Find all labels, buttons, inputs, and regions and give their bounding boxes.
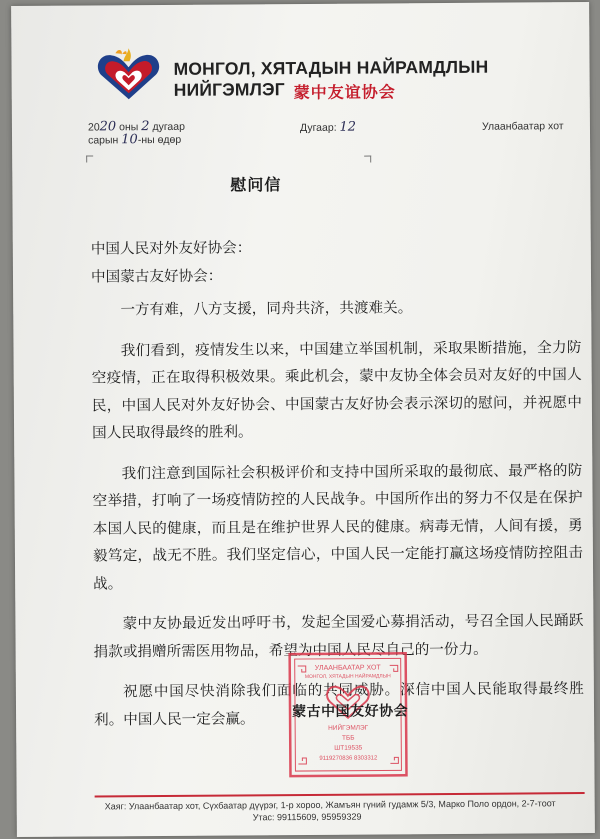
paragraph-4: 祝愿中国尽快消除我们面临的共同威胁。深信中国人民能取得最终胜利。中国人民一定会赢。: [94, 680, 584, 728]
signer-name: 蒙古中国友好协会: [291, 703, 409, 721]
stamp-top-text: УЛААНБААТАР ХОТ: [314, 664, 381, 672]
opening-line: 一方有难，八方支援，同舟共济，共渡难关。: [120, 299, 413, 319]
document-number: Дугаар: 12: [299, 119, 357, 135]
footer-divider: [95, 792, 585, 797]
addressee-2: 中国蒙古友好协会：: [90, 267, 223, 285]
footer: [105, 798, 585, 823]
corner-mark-left: [86, 155, 93, 162]
stamp-line-3: ТББ: [341, 734, 355, 742]
stamp-line-2: НИЙГЭМЛЭГ: [328, 724, 369, 732]
org-name-chinese: 蒙中友谊协会: [293, 82, 396, 103]
addressee-1: 中国人民对外友好协会：: [90, 239, 252, 258]
org-name-mongolian: МОНГОЛ, ХЯТАДЫН НАЙРАМДЛЫН НИЙГЭМЛЭГ: [173, 56, 489, 100]
handwritten-month: 2: [141, 119, 150, 135]
handwritten-year: 20: [99, 119, 117, 135]
letter-page: [11, 2, 595, 837]
paragraph-3: 蒙中友协最近发出呼吁书，发起全国爱心募捐活动，号召全国人民踊跃捐款或捐赠所需医用物品，希望为中国人民尽自己的一份力。: [93, 612, 584, 660]
date-line-2: сарын 10-ны өдөр: [88, 132, 182, 148]
paragraph-1: 我们看到，疫情发生以来，中国建立举国机制，采取果断措施，全力防空疫情，正在取得积极效果。乘此机会，蒙中友协全体会员对友好的中国人民，中国人民对外友好协会、中国蒙古友好协会表示深切的慰问，并祝愿中国人民取得最终的胜利。: [91, 338, 582, 442]
paragraph-2: 我们注意到国际社会积极评价和支持中国所采取的最彻底、最严格的防空举措，打响了一场疫情防控的人民战争。中国所作出的努力不仅是在保护本国人民的健康，而且是在维护世界人民的健康。病毒无情，人间有援，勇毅笃定，战无不胜。我们坚定信心，中国人民一定能打赢这场疫情防控阻击战。: [92, 461, 583, 592]
footer-address: Хаяг: Улаанбаатар хот, Сүхбаатар дүүрэг, 1-р хороо, Жамъян гүний гудамж 5/3, Марко Поло ордон, 2-7-тоот: [104, 798, 556, 812]
handwritten-day: 10: [121, 132, 138, 148]
handwritten-number: 12: [339, 119, 357, 135]
corner-mark-right: [364, 156, 371, 163]
stamp-line-1: МОНГОЛ, ХЯТАДЫН НАЙРАМДЛЫН: [304, 673, 391, 680]
date-line-1: 2020 оны 2 дугаар: [87, 119, 185, 135]
city-label: Улаанбаатар хот: [481, 120, 564, 133]
footer-phone: Утас: 99115609, 95959329: [252, 811, 362, 823]
letter-title: 慰问信: [230, 175, 282, 195]
stamp-line-4: ШТ19535: [334, 744, 363, 752]
stamp-line-5: 9119270836 8303312: [319, 755, 378, 762]
association-logo-icon: [93, 45, 163, 103]
